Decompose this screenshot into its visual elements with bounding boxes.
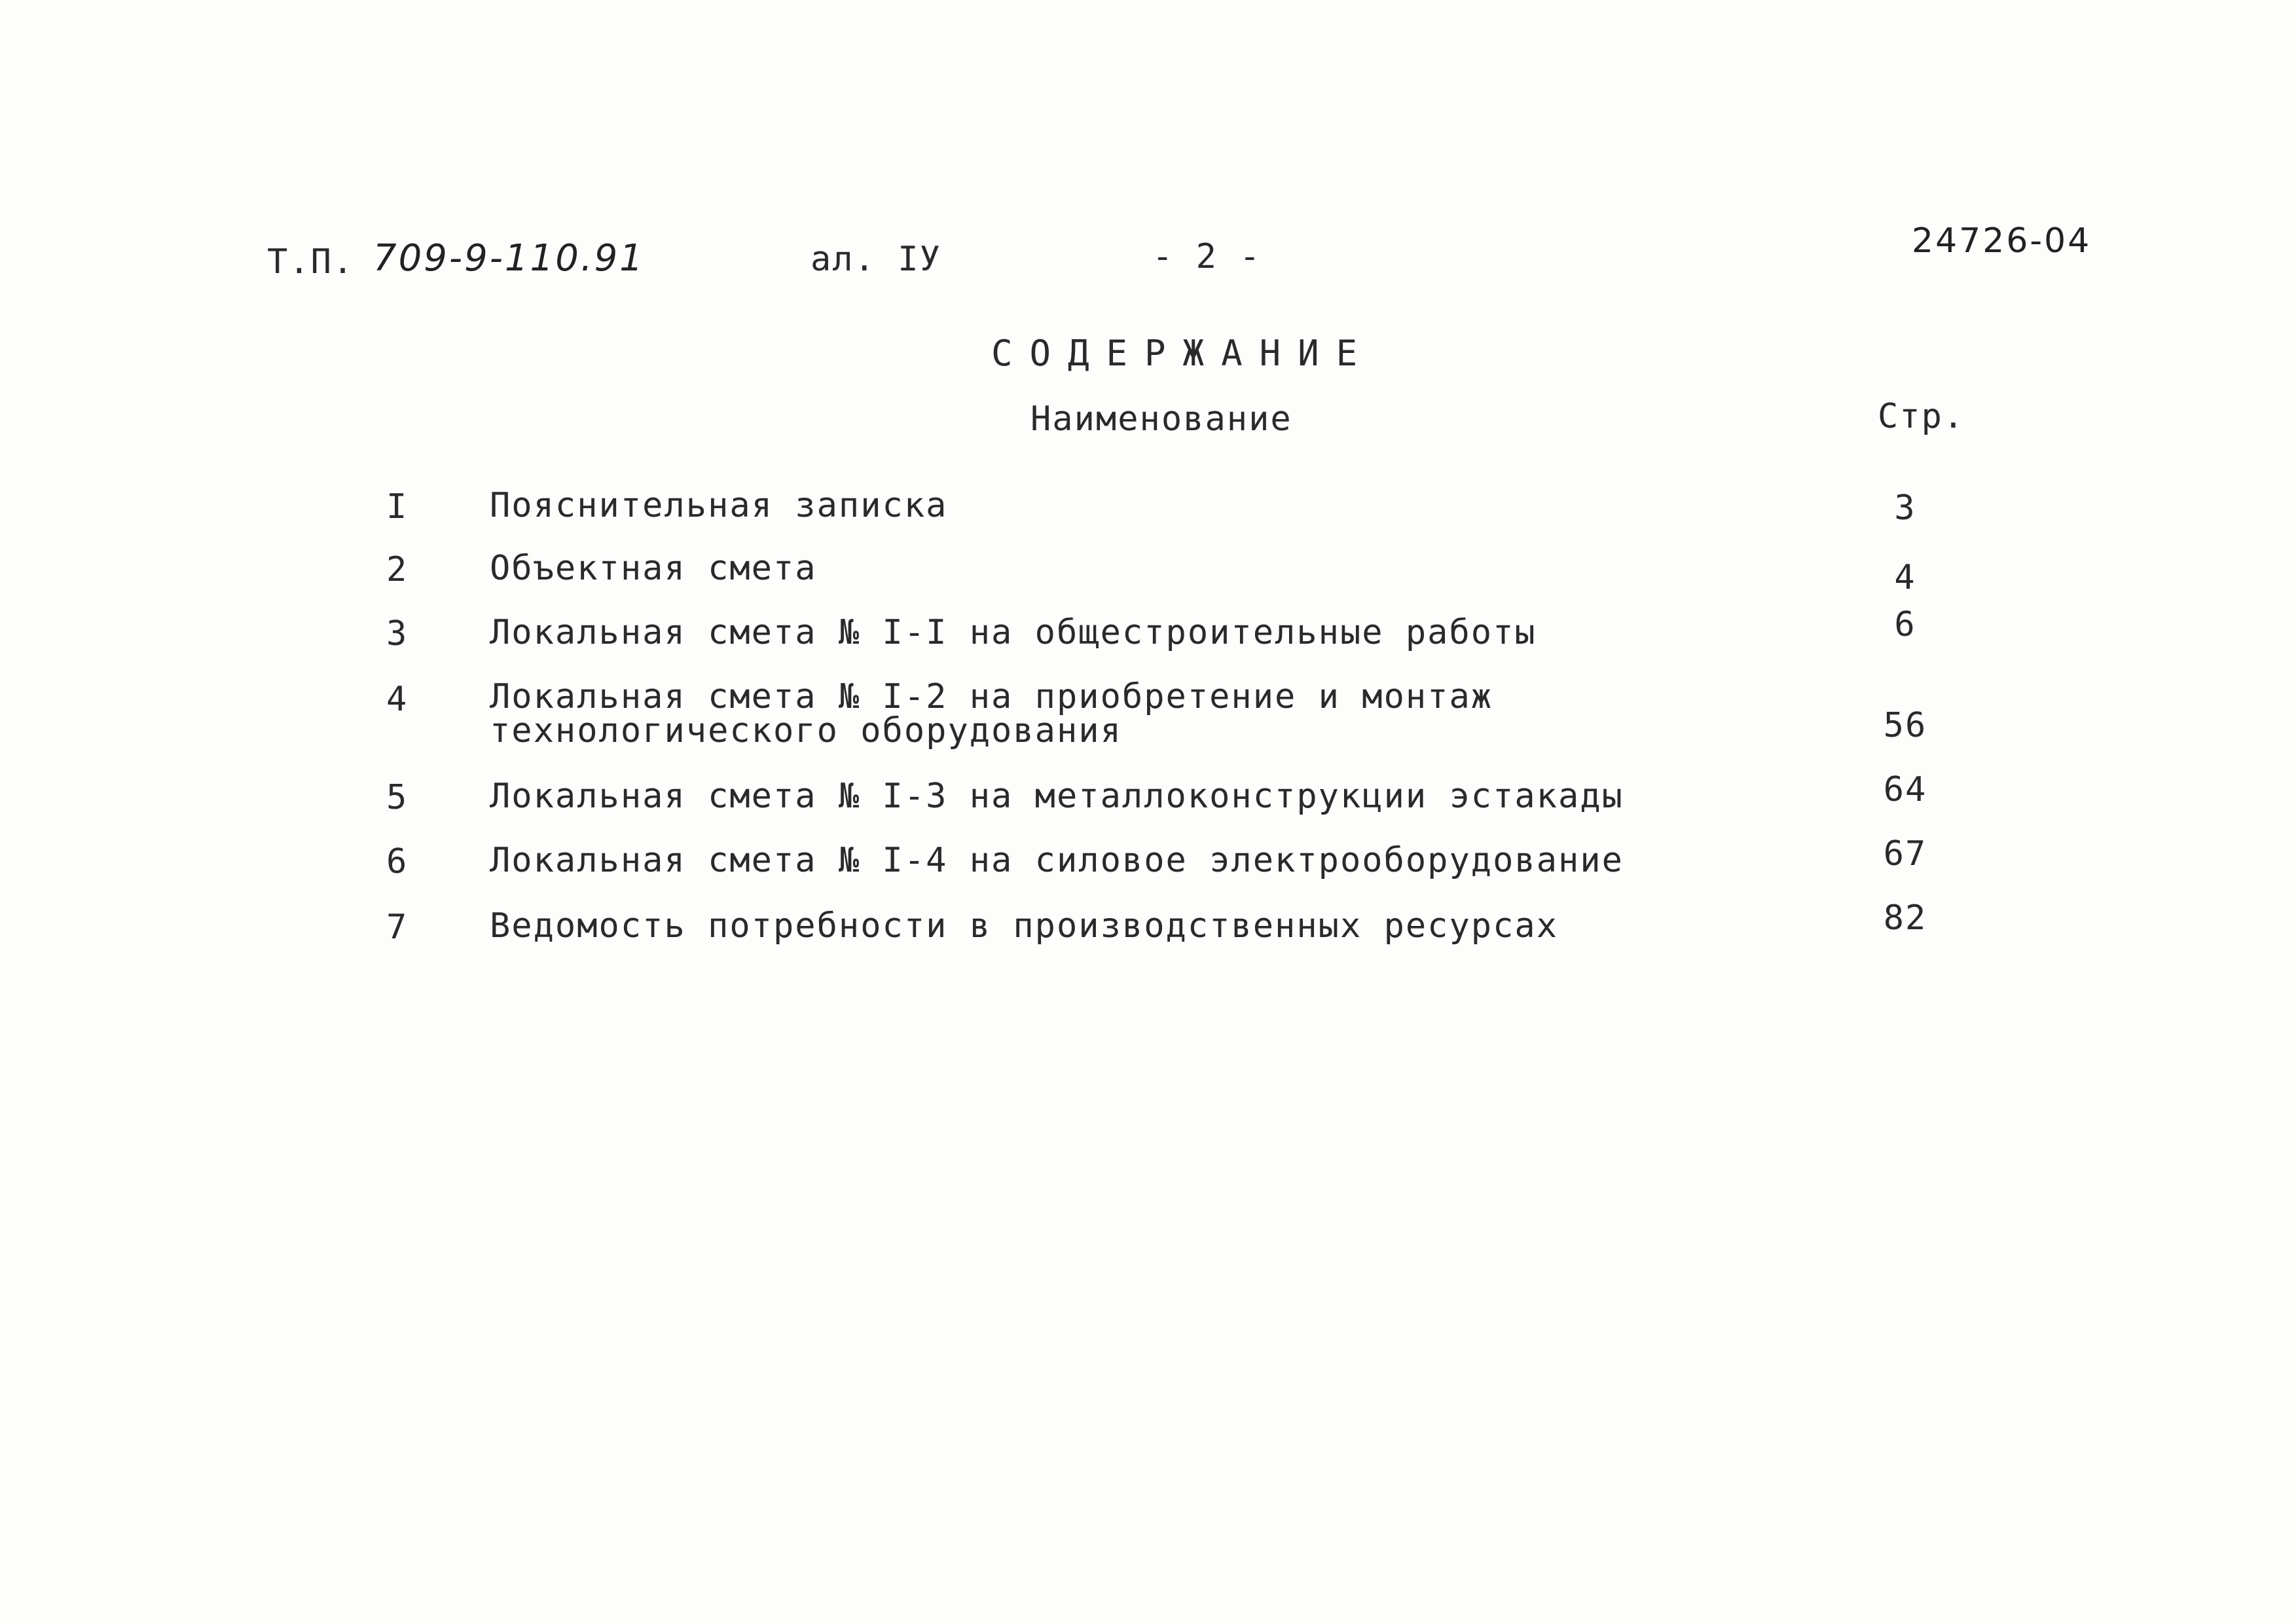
toc-row-page: 4 <box>1894 558 1916 597</box>
toc-row-number: 3 <box>386 614 409 654</box>
toc-row-title <box>490 614 1537 651</box>
toc-row-title <box>490 677 1493 750</box>
toc-row-number: 5 <box>386 778 409 817</box>
toc-row-title-line: технологического оборудования <box>490 711 1122 750</box>
tp-number-handwritten: 709-9-110.91 <box>373 237 645 280</box>
album-label: ал. IУ <box>811 240 941 279</box>
tp-label: Т.П. <box>267 242 355 282</box>
toc-row-title-line: Пояснительная записка <box>490 486 948 525</box>
toc-row-number: 2 <box>386 550 409 589</box>
toc-row-title <box>490 487 947 524</box>
archive-number-handwritten: 24726-04 <box>1912 221 2092 261</box>
column-header-page: Стр. <box>1878 397 1965 436</box>
toc-row-page: 67 <box>1883 834 1927 874</box>
toc-row-number: 7 <box>386 908 409 947</box>
toc-row-title-line: Локальная смета № I-2 на приобретение и монтаж <box>490 677 1493 716</box>
toc-row-page: 3 <box>1894 489 1916 528</box>
toc-row-page: 56 <box>1883 706 1927 745</box>
toc-row-page: 82 <box>1883 898 1927 938</box>
toc-row-title <box>490 842 1624 879</box>
toc-row-number: 4 <box>386 680 409 719</box>
toc-row-title-line: Объектная смета <box>490 549 817 588</box>
toc-row-number: I <box>386 487 409 526</box>
page-number: - 2 - <box>1152 237 1262 276</box>
toc-row-page: 6 <box>1894 605 1916 644</box>
toc-row-title-line: Ведомость потребности в производственных ресурсах <box>490 906 1559 946</box>
toc-row-title-line: Локальная смета № I-3 на металлоконструкции эстакады <box>490 777 1624 816</box>
toc-row-number: 6 <box>386 842 409 881</box>
toc-row-title <box>490 550 817 587</box>
toc-row-title-line: Локальная смета № I-4 на силовое электрооборудование <box>490 841 1624 880</box>
toc-row-title <box>490 908 1558 944</box>
column-header-name: Наименование <box>1030 399 1292 439</box>
toc-heading: СОДЕРЖАНИЕ <box>991 333 1375 374</box>
toc-row-title <box>490 778 1624 815</box>
toc-row-title-line: Локальная смета № I-I на общестроительные работы <box>490 613 1537 652</box>
toc-row-page: 64 <box>1883 770 1927 809</box>
